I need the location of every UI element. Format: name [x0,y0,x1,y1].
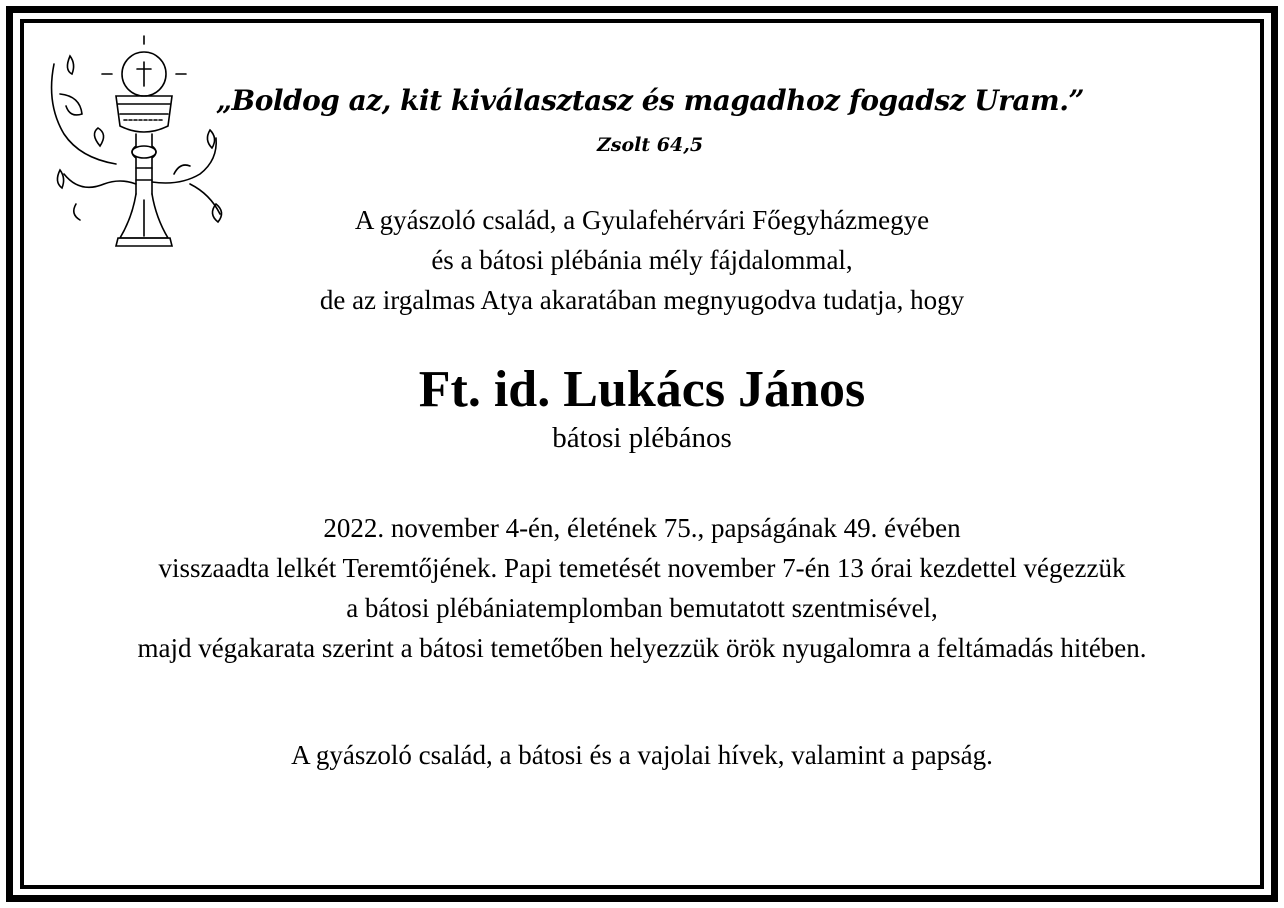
intro-line: A gyászoló család, a Gyulafehérvári Főegyházmegye [354,205,930,235]
details-line: visszaadta lelkét Teremtőjének. Papi temetését november 7-én 13 órai kezdettel végezzük [158,553,1126,583]
intro-line: és a bátosi plébánia mély fájdalommal, [431,245,853,275]
mourners-signature: A gyászoló család, a bátosi és a vajolai hívek, valamint a papság. [291,740,993,770]
announcement-intro [0,200,1284,320]
deceased-role: bátosi plébános [552,422,732,454]
scripture-reference: Zsolt 64,5 [596,134,704,156]
details-line: a bátosi plébániatemplomban bemutatott szentmisével, [346,593,938,623]
intro-line: de az irgalmas Atya akaratában megnyugodva tudatja, hogy [319,285,965,315]
deceased-name: Ft. id. Lukács János [418,361,866,418]
details-line: majd végakarata szerint a bátosi temetőben helyezzük örök nyugalomra a feltámadás hitében. [137,633,1147,663]
funeral-details [0,508,1284,668]
details-line: 2022. november 4-én, életének 75., papságának 49. évében [323,513,961,543]
scripture-quote: „Boldog az, kit kiválasztasz és magadhoz fogadsz Uram.” [215,84,1085,117]
